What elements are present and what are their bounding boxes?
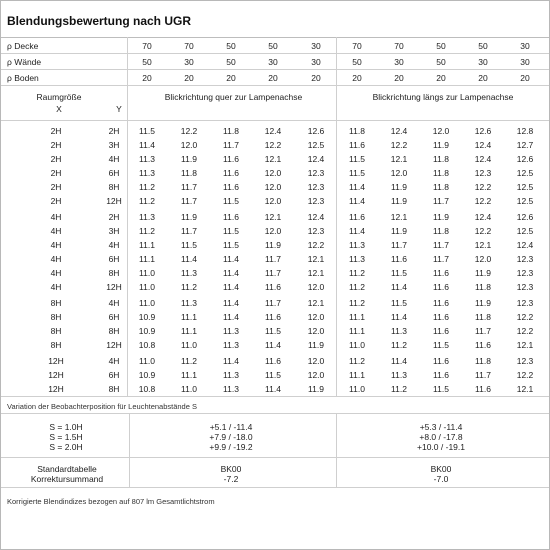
ugr-value: 11.7 [265, 253, 281, 264]
reflectance-value: 50 [436, 57, 446, 67]
room-y-value: 6H [108, 369, 120, 380]
column-divider [129, 413, 130, 487]
column-divider [336, 37, 337, 121]
ugr-value: 11.5 [349, 153, 365, 164]
ugr-value: 11.8 [475, 311, 491, 322]
room-size-header: Raumgröße [36, 92, 82, 102]
ugr-value: 12.0 [264, 225, 282, 236]
room-x-value: 2H [50, 181, 62, 192]
room-x-value: 4H [50, 267, 62, 278]
ugr-value: 11.4 [139, 139, 155, 150]
ugr-value: 11.0 [139, 356, 155, 366]
room-y-value: 8H [108, 267, 120, 278]
ugr-value: 11.3 [223, 383, 239, 394]
reflectance-value: 20 [184, 73, 194, 83]
ugr-value: 10.9 [138, 325, 156, 336]
ugr-value: 12.0 [307, 369, 325, 380]
ugr-value: 11.4 [349, 225, 365, 236]
reflectance-value: 30 [478, 57, 488, 67]
reflectance-value: 50 [478, 41, 488, 51]
room-x-header: X [56, 104, 62, 114]
ugr-value: 12.3 [516, 253, 534, 264]
column-divider [336, 413, 337, 487]
reflectance-value: 50 [436, 41, 446, 51]
ugr-value: 11.6 [433, 369, 449, 380]
ugr-value: 11.4 [391, 356, 407, 366]
ugr-value: 11.6 [223, 181, 239, 192]
reflectance-value: 20 [520, 73, 530, 83]
ugr-value: 11.0 [139, 298, 155, 308]
ugr-value: 11.2 [349, 298, 365, 308]
ugr-value: 10.8 [138, 383, 156, 394]
ugr-value: 11.3 [139, 212, 155, 222]
ugr-value: 11.7 [181, 225, 197, 236]
variation-quer: +9.9 / -19.2 [209, 442, 253, 452]
ugr-value: 11.9 [475, 267, 491, 278]
ugr-value: 12.1 [516, 383, 534, 394]
reflectance-value: 30 [311, 41, 321, 51]
ugr-value: 12.3 [307, 181, 325, 192]
variation-label: S = 1.0H [49, 422, 83, 432]
ugr-value: 12.3 [307, 167, 325, 178]
ugr-value: 11.3 [349, 253, 365, 264]
ugr-value: 11.8 [475, 281, 491, 292]
room-x-value: 12H [48, 383, 64, 394]
room-y-value: 6H [108, 167, 120, 178]
standard-laengs: BK00 [430, 464, 452, 474]
ugr-value: 11.4 [223, 356, 239, 366]
ugr-value: 12.1 [307, 267, 325, 278]
ugr-value: 12.4 [390, 126, 408, 136]
divider [1, 37, 549, 38]
ugr-value: 11.6 [475, 383, 491, 394]
ugr-value: 11.7 [433, 253, 449, 264]
reflectance-value: 20 [478, 73, 488, 83]
ugr-value: 12.6 [516, 153, 534, 164]
ugr-value: 11.4 [223, 298, 239, 308]
reflectance-label: ρ Boden [7, 73, 39, 83]
ugr-value: 12.7 [516, 139, 534, 150]
ugr-value: 11.4 [349, 181, 365, 192]
ugr-value: 11.5 [391, 298, 407, 308]
room-y-value: 8H [108, 383, 120, 394]
ugr-value: 11.6 [349, 212, 365, 222]
ugr-value: 11.4 [265, 339, 281, 350]
ugr-value: 11.6 [391, 253, 407, 264]
ugr-value: 12.6 [474, 126, 492, 136]
ugr-value: 11.5 [349, 167, 365, 178]
ugr-value: 11.3 [223, 369, 239, 380]
variation-laengs: +10.0 / -19.1 [417, 442, 465, 452]
ugr-value: 11.6 [433, 356, 449, 366]
ugr-value: 12.2 [516, 311, 534, 322]
ugr-value: 12.3 [307, 225, 325, 236]
reflectance-value: 20 [394, 73, 404, 83]
ugr-value: 11.9 [391, 181, 407, 192]
room-x-value: 8H [50, 311, 62, 322]
ugr-value: 11.8 [433, 153, 449, 164]
ugr-value: 11.6 [433, 267, 449, 278]
ugr-value: 12.4 [307, 212, 325, 222]
ugr-value: 12.2 [180, 126, 198, 136]
direction-quer-header: Blickrichtung quer zur Lampenachse [164, 92, 303, 102]
ugr-value: 11.6 [433, 325, 449, 336]
standard-label: Standardtabelle [37, 464, 97, 474]
ugr-value: 11.1 [139, 239, 155, 250]
ugr-value: 11.0 [139, 281, 155, 292]
room-y-value: 12H [106, 281, 122, 292]
ugr-value: 11.6 [265, 311, 281, 322]
ugr-value: 11.3 [223, 325, 239, 336]
ugr-value: 11.0 [349, 339, 365, 350]
ugr-value: 11.1 [139, 253, 155, 264]
room-x-value: 4H [50, 253, 62, 264]
ugr-value: 12.0 [307, 356, 325, 366]
ugr-value: 11.9 [433, 212, 449, 222]
ugr-value: 11.9 [181, 153, 197, 164]
ugr-value: 11.6 [223, 153, 239, 164]
ugr-value: 12.0 [180, 139, 198, 150]
ugr-value: 12.3 [516, 267, 534, 278]
ugr-value: 12.2 [474, 181, 492, 192]
ugr-value: 11.4 [223, 311, 239, 322]
ugr-value: 12.5 [516, 195, 534, 206]
ugr-value: 11.6 [223, 167, 239, 178]
ugr-value: 11.4 [349, 195, 365, 206]
ugr-value: 12.4 [474, 212, 492, 222]
ugr-value: 11.1 [349, 311, 365, 322]
room-x-value: 4H [50, 212, 62, 222]
ugr-value: 11.6 [433, 311, 449, 322]
ugr-value: 11.2 [139, 181, 155, 192]
ugr-value: 11.5 [433, 339, 449, 350]
room-x-value: 2H [50, 126, 62, 136]
ugr-value: 12.2 [264, 139, 282, 150]
ugr-value: 11.4 [265, 383, 281, 394]
room-y-value: 4H [108, 239, 120, 250]
room-y-value: 4H [108, 356, 120, 366]
ugr-value: 12.5 [516, 225, 534, 236]
divider [1, 120, 549, 121]
ugr-value: 11.2 [139, 195, 155, 206]
ugr-value: 11.7 [475, 369, 491, 380]
ugr-value: 12.4 [474, 153, 492, 164]
ugr-value: 10.9 [138, 369, 156, 380]
divider [1, 413, 549, 414]
ugr-value: 11.6 [265, 356, 281, 366]
room-y-value: 6H [108, 311, 120, 322]
ugr-value: 12.4 [307, 153, 325, 164]
reflectance-value: 50 [352, 57, 362, 67]
divider [1, 53, 549, 54]
reflectance-value: 20 [311, 73, 321, 83]
ugr-value: 11.8 [349, 126, 365, 136]
reflectance-value: 30 [394, 57, 404, 67]
ugr-value: 11.7 [433, 195, 449, 206]
ugr-value: 12.8 [516, 126, 534, 136]
ugr-value: 11.9 [433, 139, 449, 150]
room-x-value: 8H [50, 298, 62, 308]
room-x-value: 4H [50, 225, 62, 236]
room-y-value: 3H [108, 225, 120, 236]
room-x-value: 8H [50, 339, 62, 350]
room-y-value: 2H [108, 126, 120, 136]
ugr-value: 11.5 [223, 225, 239, 236]
column-divider [336, 120, 337, 396]
ugr-value: 11.0 [349, 383, 365, 394]
room-x-value: 2H [50, 195, 62, 206]
ugr-value: 12.4 [516, 239, 534, 250]
ugr-value: 11.7 [223, 139, 239, 150]
ugr-value: 12.2 [390, 139, 408, 150]
ugr-value: 11.2 [349, 356, 365, 366]
reflectance-value: 70 [184, 41, 194, 51]
ugr-value: 11.3 [391, 369, 407, 380]
ugr-value: 11.0 [181, 339, 197, 350]
ugr-value: 12.2 [474, 225, 492, 236]
ugr-value: 11.4 [223, 253, 239, 264]
ugr-value: 11.3 [391, 325, 407, 336]
ugr-value: 11.8 [223, 126, 239, 136]
direction-laengs-header: Blickrichtung längs zur Lampenachse [372, 92, 514, 102]
ugr-value: 11.9 [308, 383, 324, 394]
reflectance-value: 70 [394, 41, 404, 51]
ugr-value: 11.5 [265, 325, 281, 336]
room-y-value: 4H [108, 298, 120, 308]
room-x-value: 12H [48, 369, 64, 380]
divider [1, 85, 549, 86]
variation-laengs: +8.0 / -17.8 [419, 432, 463, 442]
ugr-value: 11.8 [433, 181, 449, 192]
ugr-value: 12.2 [516, 369, 534, 380]
ugr-value: 11.8 [433, 167, 449, 178]
ugr-value: 11.9 [475, 298, 491, 308]
room-x-value: 4H [50, 239, 62, 250]
reflectance-value: 20 [352, 73, 362, 83]
ugr-value: 11.2 [181, 356, 197, 366]
ugr-value: 11.7 [475, 325, 491, 336]
ugr-value: 11.7 [265, 298, 281, 308]
ugr-value: 11.6 [475, 339, 491, 350]
ugr-value: 11.2 [391, 383, 407, 394]
footnote: Korrigierte Blendindizes bezogen auf 807 lm Gesamtlichtstrom [7, 497, 215, 506]
room-x-value: 2H [50, 167, 62, 178]
ugr-value: 11.3 [139, 153, 155, 164]
ugr-value: 11.3 [139, 167, 155, 178]
reflectance-value: 50 [268, 41, 278, 51]
ugr-value: 11.1 [349, 325, 365, 336]
ugr-value: 12.4 [264, 126, 282, 136]
ugr-value: 11.9 [265, 239, 281, 250]
ugr-value: 11.5 [223, 195, 239, 206]
reflectance-value: 50 [142, 57, 152, 67]
column-divider [127, 37, 128, 121]
ugr-value: 11.0 [181, 383, 197, 394]
ugr-value: 11.6 [349, 139, 365, 150]
ugr-value: 12.2 [474, 195, 492, 206]
ugr-value: 12.3 [307, 195, 325, 206]
variation-laengs: +5.3 / -11.4 [419, 422, 463, 432]
ugr-value: 10.8 [138, 339, 156, 350]
ugr-value: 12.0 [307, 281, 325, 292]
variation-quer: +7.9 / -18.0 [209, 432, 253, 442]
ugr-value: 11.1 [181, 325, 197, 336]
ugr-value: 12.4 [474, 139, 492, 150]
ugr-value: 12.1 [474, 239, 492, 250]
room-y-value: 12H [106, 339, 122, 350]
room-y-value: 6H [108, 253, 120, 264]
variation-quer: +5.1 / -11.4 [209, 422, 253, 432]
ugr-value: 12.1 [307, 253, 325, 264]
ugr-value: 12.5 [516, 167, 534, 178]
ugr-value: 12.0 [307, 325, 325, 336]
reflectance-value: 20 [142, 73, 152, 83]
ugr-value: 11.4 [181, 253, 197, 264]
ugr-value: 11.6 [433, 298, 449, 308]
divider [1, 396, 549, 397]
ugr-value: 11.6 [223, 212, 239, 222]
ugr-value: 11.1 [181, 369, 197, 380]
variation-label: S = 1.5H [49, 432, 83, 442]
ugr-value: 12.1 [264, 153, 282, 164]
korrektur-quer: -7.2 [223, 474, 239, 484]
ugr-value: 11.7 [181, 181, 197, 192]
ugr-value: 12.0 [264, 167, 282, 178]
ugr-value: 11.5 [181, 239, 197, 250]
ugr-value: 12.2 [307, 239, 325, 250]
ugr-value: 12.3 [516, 356, 534, 366]
ugr-value: 12.3 [516, 298, 534, 308]
reflectance-value: 30 [268, 57, 278, 67]
ugr-value: 12.5 [307, 139, 325, 150]
ugr-value: 11.5 [223, 239, 239, 250]
room-x-value: 4H [50, 281, 62, 292]
ugr-value: 10.9 [138, 311, 156, 322]
reflectance-value: 20 [268, 73, 278, 83]
ugr-value: 12.1 [264, 212, 282, 222]
divider [1, 457, 549, 458]
ugr-value: 11.4 [391, 311, 407, 322]
ugr-value: 11.8 [475, 356, 491, 366]
reflectance-value: 70 [142, 41, 152, 51]
reflectance-value: 20 [226, 73, 236, 83]
room-x-value: 12H [48, 356, 64, 366]
variation-title: Variation der Beobachterposition für Leuchtenabstände S [7, 402, 197, 411]
ugr-value: 12.0 [264, 181, 282, 192]
ugr-value: 11.7 [391, 239, 407, 250]
ugr-value: 12.1 [516, 339, 534, 350]
ugr-value: 12.1 [390, 212, 408, 222]
ugr-value: 12.0 [390, 167, 408, 178]
standard-quer: BK00 [220, 464, 242, 474]
ugr-value: 11.9 [391, 225, 407, 236]
ugr-value: 11.0 [139, 267, 155, 278]
ugr-value: 12.1 [307, 298, 325, 308]
korrektur-label: Korrektursummand [30, 474, 104, 484]
reflectance-label: ρ Decke [7, 41, 39, 51]
variation-label: S = 2.0H [49, 442, 83, 452]
ugr-value: 11.4 [223, 281, 239, 292]
ugr-value: 12.6 [307, 126, 325, 136]
divider [1, 69, 549, 70]
room-x-value: 8H [50, 325, 62, 336]
reflectance-value: 20 [436, 73, 446, 83]
ugr-value: 11.4 [391, 281, 407, 292]
ugr-value: 11.5 [139, 126, 155, 136]
ugr-value: 12.0 [264, 195, 282, 206]
ugr-value: 11.2 [349, 267, 365, 278]
reflectance-value: 50 [226, 57, 236, 67]
room-x-value: 2H [50, 139, 62, 150]
divider [1, 487, 549, 488]
ugr-value: 11.5 [391, 267, 407, 278]
ugr-value: 11.7 [181, 195, 197, 206]
reflectance-value: 30 [184, 57, 194, 67]
reflectance-value: 30 [520, 41, 530, 51]
ugr-value: 11.9 [308, 339, 324, 350]
page-title: Blendungsbewertung nach UGR [7, 14, 192, 28]
ugr-value: 12.3 [516, 281, 534, 292]
room-y-header: Y [116, 104, 122, 114]
room-y-value: 2H [108, 212, 120, 222]
ugr-value: 11.8 [181, 167, 197, 178]
room-y-value: 8H [108, 325, 120, 336]
ugr-value: 11.2 [349, 281, 365, 292]
ugr-value: 11.6 [433, 281, 449, 292]
ugr-value: 11.6 [265, 281, 281, 292]
reflectance-label: ρ Wände [7, 57, 42, 67]
reflectance-value: 30 [311, 57, 321, 67]
ugr-value: 11.9 [181, 212, 197, 222]
room-y-value: 3H [108, 139, 120, 150]
reflectance-value: 50 [226, 41, 236, 51]
korrektur-laengs: -7.0 [433, 474, 449, 484]
ugr-value: 11.5 [265, 369, 281, 380]
ugr-value: 12.0 [474, 253, 492, 264]
ugr-value: 11.9 [391, 195, 407, 206]
ugr-value: 11.3 [181, 267, 197, 278]
ugr-value: 11.3 [349, 239, 365, 250]
ugr-value: 11.1 [181, 311, 197, 322]
ugr-value: 12.2 [516, 325, 534, 336]
room-y-value: 4H [108, 153, 120, 164]
ugr-value: 11.7 [433, 239, 449, 250]
room-x-value: 2H [50, 153, 62, 164]
ugr-value: 11.7 [265, 267, 281, 278]
ugr-value: 11.3 [181, 298, 197, 308]
ugr-value: 12.5 [516, 181, 534, 192]
ugr-value: 11.3 [223, 339, 239, 350]
ugr-value: 11.2 [391, 339, 407, 350]
ugr-value: 12.3 [474, 167, 492, 178]
ugr-value: 11.8 [433, 225, 449, 236]
reflectance-value: 30 [520, 57, 530, 67]
ugr-value: 12.6 [516, 212, 534, 222]
ugr-value: 11.4 [223, 267, 239, 278]
ugr-value: 12.0 [432, 126, 450, 136]
ugr-value: 11.2 [181, 281, 197, 292]
ugr-value: 11.2 [139, 225, 155, 236]
ugr-value: 12.0 [307, 311, 325, 322]
ugr-value: 11.1 [349, 369, 365, 380]
ugr-value: 11.5 [433, 383, 449, 394]
ugr-value: 12.1 [390, 153, 408, 164]
room-y-value: 8H [108, 181, 120, 192]
room-y-value: 12H [106, 195, 122, 206]
reflectance-value: 70 [352, 41, 362, 51]
